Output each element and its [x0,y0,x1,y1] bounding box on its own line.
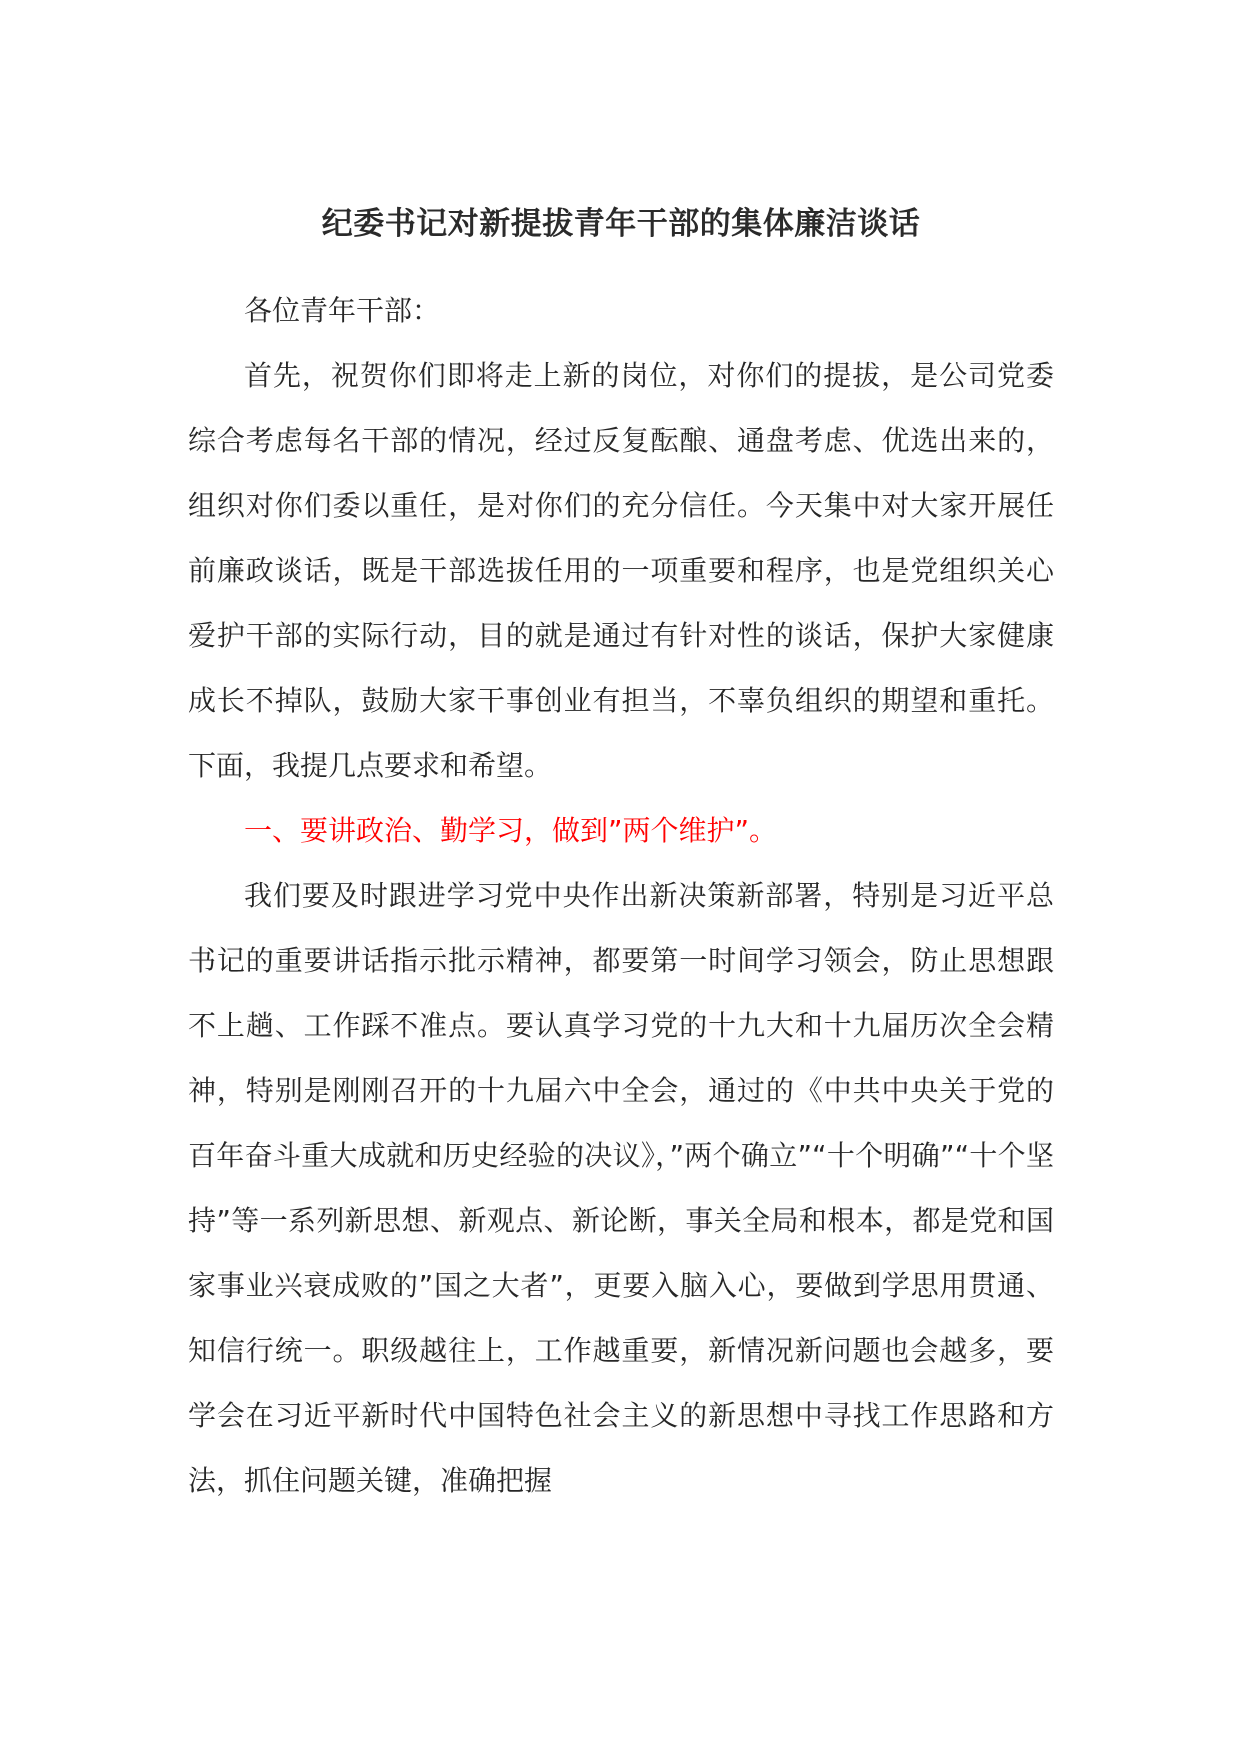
section-paragraph: 我们要及时跟进学习党中央作出新决策新部署，特别是习近平总书记的重要讲话指示批示精神，都要第一时间学习领会，防止思想跟不上趟、工作踩不准点。要认真学习党的十九大和十九届历次全会精神，特别是刚刚召开的十九届六中全会，通过的《中共中央关于党的百年奋斗重大成就和历史经验的决议》，”两个确立”“十个明确”“十个坚持”等一系列新思想、新观点、新论断，事关全局和根本，都是党和国家事业兴衰成败的”国之大者”，更要入脑入心，要做到学思用贯通、知信行统一。职级越往上，工作越重要，新情况新问题也会越多，要学会在习近平新时代中国特色社会主义的新思想中寻找工作思路和方法，抓住问题关键，准确把握 [188,879,1054,1497]
salutation: 各位青年干部： [244,294,441,327]
document-page [188,200,1054,1513]
document-title: 纪委书记对新提拔青年干部的集体廉洁谈话 [321,206,921,242]
intro-paragraph: 首先，祝贺你们即将走上新的岗位，对你们的提拔，是公司党委综合考虑每名干部的情况，经过反复酝酿、通盘考虑、优选出来的，组织对你们委以重任，是对你们的充分信任。今天集中对大家开展任前廉政谈话，既是干部选拔任用的一项重要和程序，也是党组织关心爱护干部的实际行动，目的就是通过有针对性的谈话，保护大家健康成长不掉队，鼓励大家干事创业有担当，不辜负组织的期望和重托。下面，我提几点要求和希望。 [188,359,1054,782]
section-heading: 一、要讲政治、勤学习，做到”两个维护”。 [244,814,778,847]
